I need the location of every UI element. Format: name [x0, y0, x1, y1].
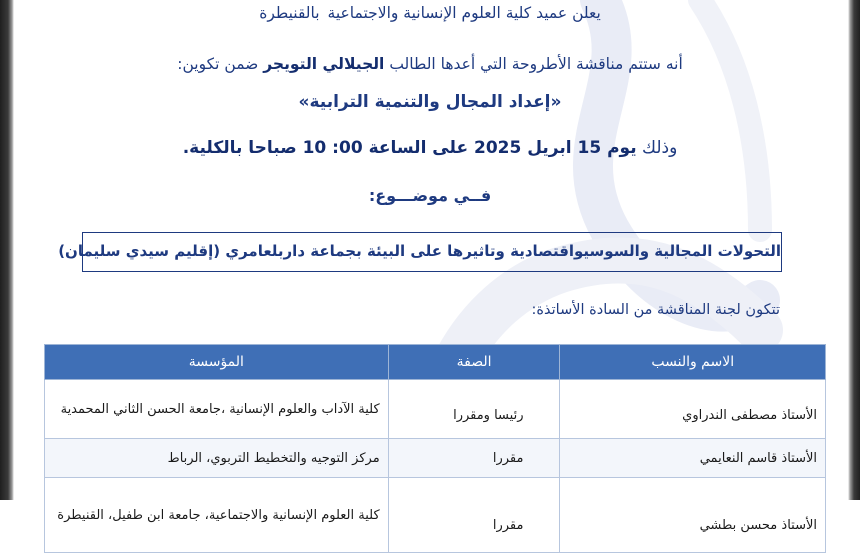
table-row: [45, 380, 826, 439]
topic-label: فــي موضـــوع:: [368, 186, 492, 205]
thesis-prefix: أنه ستتم مناقشة الأطروحة التي أعدها الطالب: [389, 55, 683, 73]
member-role: مقررا: [388, 439, 560, 478]
member-role: رئيسا ومقررا: [388, 380, 560, 439]
committee-intro: تتكون لجنة المناقشة من السادة الأساتذة:: [531, 302, 780, 318]
header-institution: المؤسسة: [45, 345, 389, 380]
program-title: «إعداد المجال والتنمية الترابية»: [298, 92, 562, 112]
header-name: الاسم والنسب: [560, 345, 826, 380]
member-role: مقررا: [388, 478, 560, 553]
thesis-suffix: ضمن تكوين:: [177, 55, 259, 73]
table-row: [45, 439, 826, 478]
thesis-line: [0, 55, 860, 73]
topic-title-box: التحولات المجالية والسوسيواقتصادية وتاثيرها على البيئة بجماعة داربلعامري (إقليم سيدي سليمان): [82, 232, 782, 272]
schedule-date-time: يوم 15 ابريل 2025 على الساعة 00: 10 صباحا بالكلية.: [182, 138, 637, 158]
schedule-line: [0, 138, 860, 158]
member-institution: كلية العلوم الإنسانية والاجتماعية، جامعة ابن طفيل، القنيطرة: [45, 478, 389, 553]
student-name: الجيلالي التويجر: [263, 55, 385, 73]
member-name: الأستاذ محسن بطشي: [560, 478, 826, 553]
photo-frame-left-edge: [0, 0, 14, 500]
committee-table: [44, 344, 826, 553]
committee-table-header: [45, 345, 826, 380]
member-institution: مركز التوجيه والتخطيط التربوي، الرباط: [45, 439, 389, 478]
announcement-line: [0, 4, 860, 22]
header-role: الصفة: [388, 345, 560, 380]
announcement-city: بالقنيطرة: [259, 4, 320, 22]
photo-frame-right-edge: [848, 0, 860, 500]
table-row: [45, 478, 826, 553]
member-institution: كلية الآداب والعلوم الإنسانية ،جامعة الحسن الثاني المحمدية: [45, 380, 389, 439]
announcement-text: يعلن عميد كلية العلوم الإنسانية والاجتماعية: [327, 4, 601, 22]
member-name: الأستاذ مصطفى الندراوي: [560, 380, 826, 439]
schedule-prefix: وذلك: [642, 138, 678, 158]
member-name: الأستاذ قاسم النعايمي: [560, 439, 826, 478]
